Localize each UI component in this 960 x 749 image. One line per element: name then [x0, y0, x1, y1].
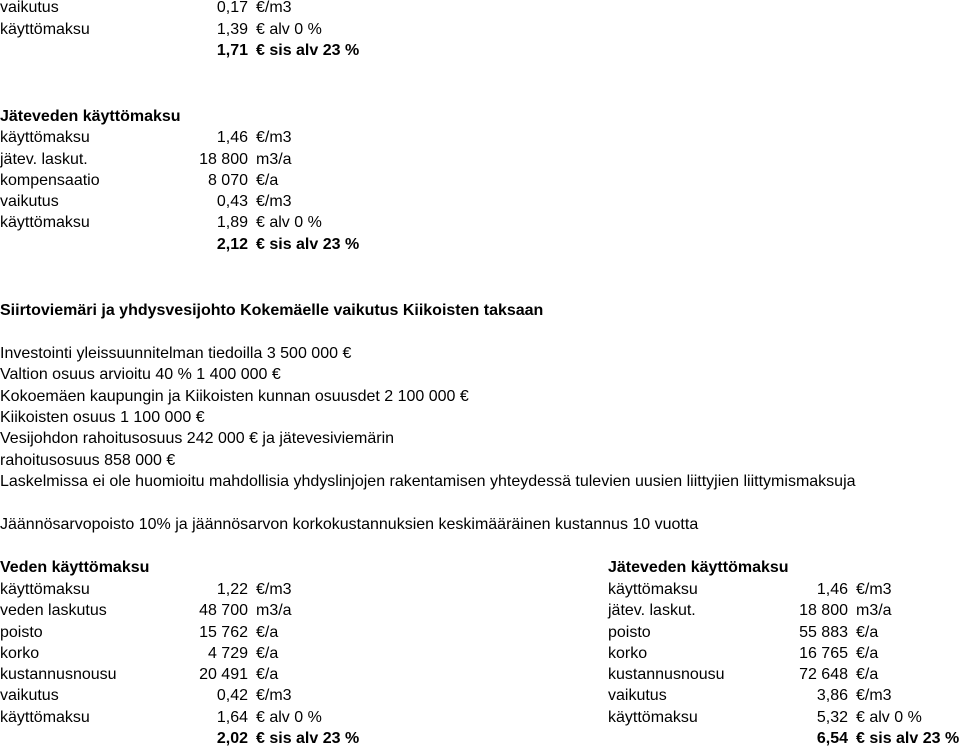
row-value: 18 800: [199, 151, 248, 168]
row-label: käyttömaksu: [608, 581, 698, 598]
section-heading: Veden käyttömaksu: [0, 559, 150, 576]
row-value: 6,54: [816, 730, 848, 747]
row-value: 1,46: [216, 129, 248, 146]
row-value: 3,86: [816, 687, 848, 704]
row-label: käyttömaksu: [608, 709, 698, 726]
row-value: 48 700: [199, 602, 248, 619]
row-unit: €/m3: [856, 581, 892, 598]
row-value: 20 491: [199, 666, 248, 683]
row-value: 15 762: [199, 624, 248, 641]
row-value: 0,43: [216, 193, 248, 210]
row-label: käyttömaksu: [0, 21, 90, 38]
row-unit: €/a: [256, 645, 279, 662]
row-unit: €/m3: [256, 0, 292, 16]
row-value: 72 648: [799, 666, 848, 683]
row-label: kompensaatio: [0, 172, 100, 189]
row-label: jätev. laskut.: [0, 151, 88, 168]
row-unit: €/m3: [256, 687, 292, 704]
row-label: poisto: [0, 624, 43, 641]
section-heading: Jäteveden käyttömaksu: [0, 108, 181, 125]
row-unit: € alv 0 %: [256, 709, 322, 726]
row-value: 4 729: [207, 645, 248, 662]
row-label: veden laskutus: [0, 602, 107, 619]
note-line: Jäännösarvopoisto 10% ja jäännösarvon korkokustannuksien keskimääräinen kustannus 10 vuotta: [0, 516, 699, 533]
row-unit: €/m3: [256, 581, 292, 598]
row-value: 16 765: [799, 645, 848, 662]
row-label: vaikutus: [0, 193, 59, 210]
row-unit: € alv 0 %: [256, 214, 322, 231]
section-heading: Jäteveden käyttömaksu: [608, 559, 789, 576]
paragraph-line: Investointi yleissuunnitelman tiedoilla 3 500 000 €: [0, 345, 352, 362]
row-value: 1,46: [816, 581, 848, 598]
row-unit: € sis alv 23 %: [256, 236, 360, 253]
row-unit: €/a: [856, 666, 879, 683]
row-value: 1,64: [216, 709, 248, 726]
row-value: 1,39: [216, 21, 248, 38]
row-label: vaikutus: [0, 0, 59, 16]
row-unit: €/a: [856, 645, 879, 662]
row-unit: €/m3: [856, 687, 892, 704]
row-unit: m3/a: [256, 602, 292, 619]
row-value: 0,42: [216, 687, 248, 704]
row-unit: €/a: [856, 624, 879, 641]
row-value: 18 800: [799, 602, 848, 619]
row-value: 8 070: [207, 172, 248, 189]
row-value: 1,22: [216, 581, 248, 598]
row-unit: m3/a: [856, 602, 892, 619]
row-label: vaikutus: [0, 687, 59, 704]
paragraph-line: Kiikoisten osuus 1 100 000 €: [0, 409, 205, 426]
row-label: poisto: [608, 624, 651, 641]
row-unit: m3/a: [256, 151, 292, 168]
row-label: korko: [608, 645, 648, 662]
row-unit: €/a: [256, 666, 279, 683]
row-unit: € sis alv 23 %: [256, 42, 360, 59]
row-label: vaikutus: [608, 687, 667, 704]
row-unit: €/a: [256, 172, 279, 189]
row-unit: € alv 0 %: [256, 21, 322, 38]
row-label: käyttömaksu: [0, 129, 90, 146]
section-heading: Siirtoviemäri ja yhdysvesijohto Kokemäelle vaikutus Kiikoisten taksaan: [0, 302, 544, 319]
row-value: 0,17: [216, 0, 248, 16]
paragraph-line: rahoitusosuus 858 000 €: [0, 452, 176, 469]
row-unit: € alv 0 %: [856, 709, 922, 726]
row-value: 5,32: [816, 709, 848, 726]
row-value: 1,89: [216, 214, 248, 231]
paragraph-line: Vesijohdon rahoitusosuus 242 000 € ja jätevesiviemärin: [0, 430, 395, 447]
row-unit: €/m3: [256, 129, 292, 146]
row-value: 2,12: [216, 236, 248, 253]
paragraph-line: Laskelmissa ei ole huomioitu mahdollisia yhdyslinjojen rakentamisen yhteydessä tulevien uusien liittyjien liittymismaksuja: [0, 473, 856, 490]
paragraph-line: Valtion osuus arvioitu 40 % 1 400 000 €: [0, 366, 281, 383]
row-unit: €/m3: [256, 193, 292, 210]
row-label: jätev. laskut.: [608, 602, 696, 619]
row-value: 1,71: [216, 42, 248, 59]
row-unit: €/a: [256, 624, 279, 641]
row-label: kustannusnousu: [608, 666, 725, 683]
row-value: 2,02: [216, 730, 248, 747]
row-label: käyttömaksu: [0, 709, 90, 726]
paragraph-line: Kokoemäen kaupungin ja Kiikoisten kunnan osuusdet 2 100 000 €: [0, 388, 469, 405]
row-unit: € sis alv 23 %: [256, 730, 360, 747]
row-label: käyttömaksu: [0, 581, 90, 598]
row-unit: € sis alv 23 %: [856, 730, 960, 747]
row-value: 55 883: [799, 624, 848, 641]
row-label: korko: [0, 645, 40, 662]
row-label: kustannusnousu: [0, 666, 117, 683]
row-label: käyttömaksu: [0, 214, 90, 231]
